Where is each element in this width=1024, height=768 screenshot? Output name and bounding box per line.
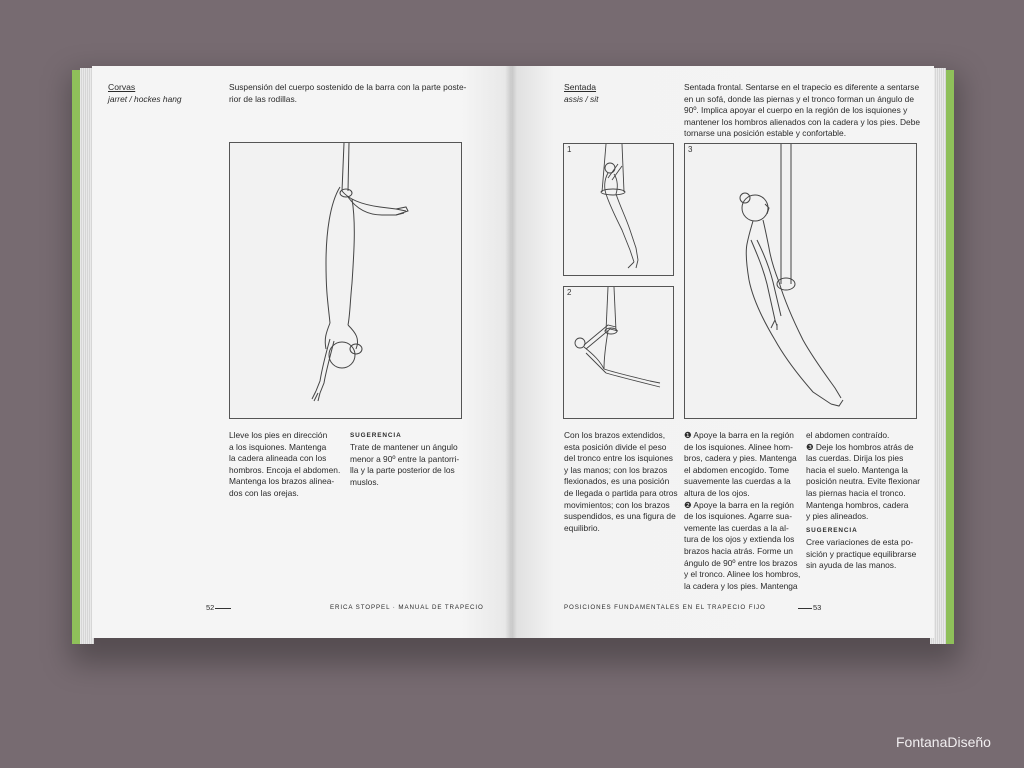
figure-2-number: 2 <box>567 288 572 297</box>
right-col1: Con los brazos extendidos, esta posición divide el peso del tronco entre los isquiones y las manos; con los brazos flexionados, es una posición de llegada o partida para otros movimientos; con los brazos suspendidos, es una figura de equilibrio. <box>564 430 678 533</box>
right-col2: ❶ Apoye la barra en la región de los isquiones. Alinee hom- bros, cadera y pies. Mantenga el abdomen encogido. Tome suavemente las cuerdas a la altura de los ojos. ❷ Apoye la barra en la región de los isquiones. Agarre sua- vemente las cuerdas a la al- tura de los ojos y extienda los brazos hacia atrás. Forme un ángulo de 90º entre los brazos y el tronco. Alinee los hombros, la cadera y los pies. Mantenga <box>684 430 801 591</box>
left-tip-text: Trate de mantener un ángulo menor a 90º entre la pantorri- lla y la parte posterior de los muslos. <box>350 442 460 487</box>
left-tip-label: SUGERENCIA <box>350 432 402 439</box>
figure-1-number: 1 <box>567 145 572 154</box>
left-intro: Suspensión del cuerpo sostenido de la barra con la parte poste- rior de las rodillas. <box>229 82 467 104</box>
left-page-number-value: 52 <box>206 603 215 612</box>
right-col3: el abdomen contraído. ❸ Deje los hombros atrás de las cuerdas. Dirija los pies hacia el suelo. Mantenga la posición neutra. Evite flexionar las piernas hacia el tronco. Mantenga hombros, cadera y pies alineados. <box>806 430 921 522</box>
right-footer: POSICIONES FUNDAMENTALES EN EL TRAPECIO FIJO <box>564 604 766 611</box>
corvas-illustration <box>230 143 461 418</box>
right-intro: Sentada frontal. Sentarse en el trapecio es diferente a sentarse en un sofá, donde las piernas y el tronco forman un ángulo de 90º. Implica apoyar el cuerpo en la región de los isquiones y mantener los hombros alienados con la cadera y los pies. Debe tornarse una posición estable y confortable. <box>684 82 921 139</box>
figure-corvas <box>229 142 462 419</box>
figure-2 <box>563 286 674 419</box>
right-page-number <box>798 603 821 612</box>
right-page-number-value: 53 <box>813 603 822 612</box>
left-footer: ERICA STOPPEL · MANUAL DE TRAPECIO <box>330 604 484 611</box>
figure-1 <box>563 143 674 276</box>
left-subheading: jarret / hockes hang <box>108 94 182 104</box>
right-tip-label: SUGERENCIA <box>806 527 858 534</box>
sit-illustration-2 <box>564 287 673 418</box>
left-page-number <box>206 603 231 612</box>
right-subheading: assis / sit <box>564 94 599 104</box>
sit-illustration-3 <box>685 144 916 418</box>
right-tip-text: Cree variaciones de esta po- sición y practique equilibrarse sin ayuda de las manos. <box>806 537 917 571</box>
book-gutter <box>505 66 517 638</box>
right-heading: Sentada <box>564 82 597 92</box>
left-body: Lleve los pies en dirección a los isquiones. Mantenga la cadera alineada con los hombros. Encoja el abdomen. Mantenga los brazos alinea- dos con las orejas. <box>229 430 341 498</box>
figure-3 <box>684 143 917 419</box>
figure-3-number: 3 <box>688 145 693 154</box>
sit-illustration-1 <box>564 144 673 275</box>
watermark: FontanaDiseño <box>896 734 991 750</box>
left-heading: Corvas <box>108 82 136 92</box>
